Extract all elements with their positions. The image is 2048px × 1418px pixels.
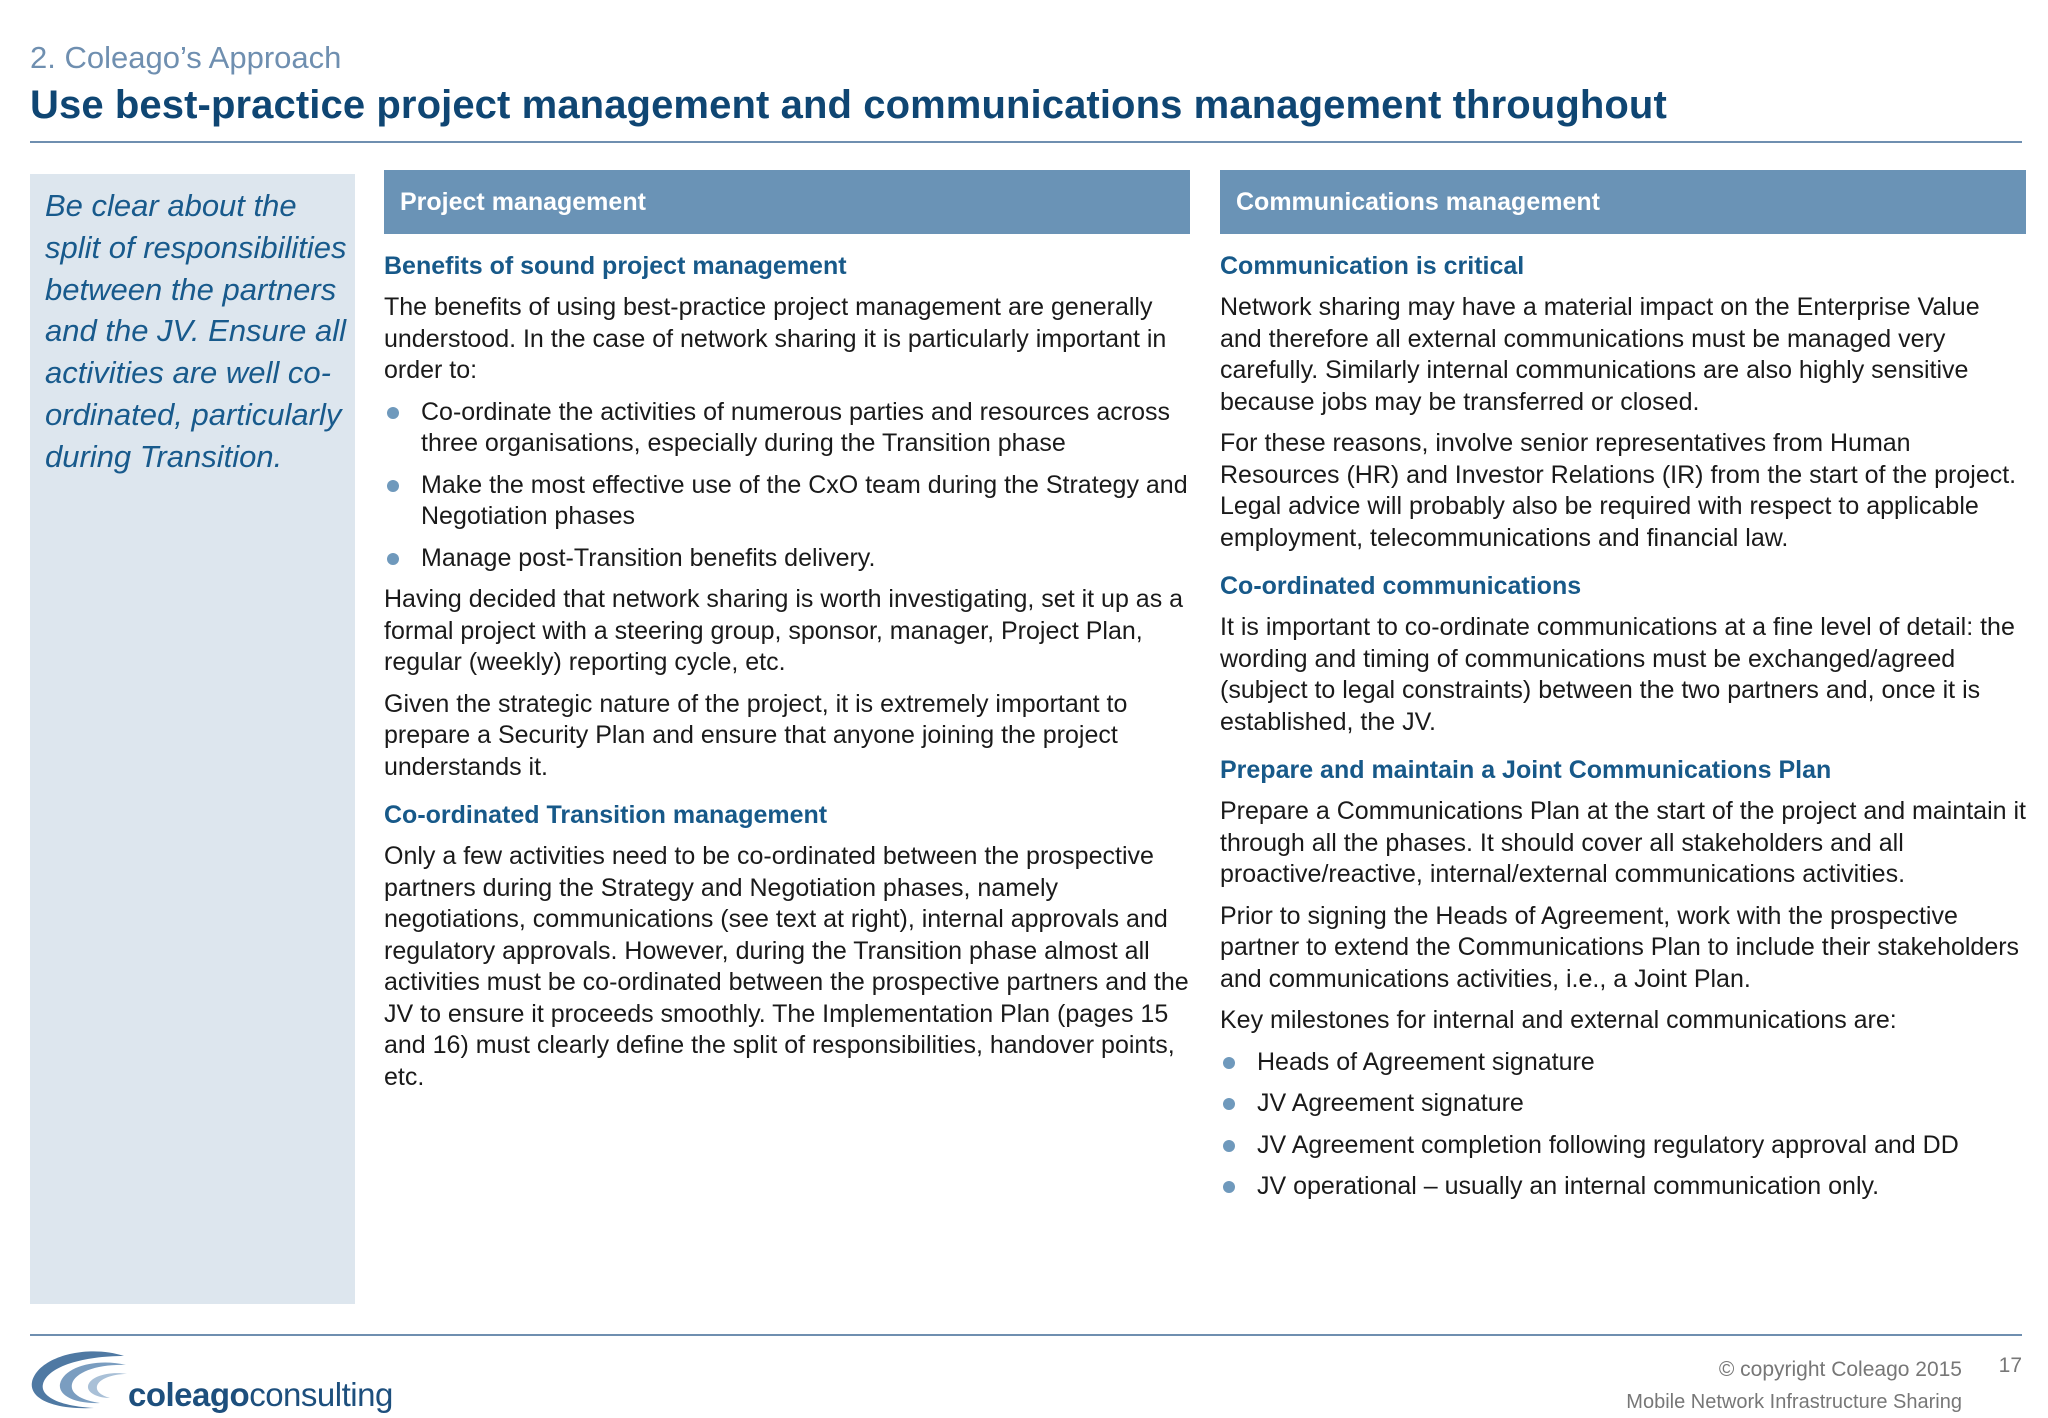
paragraph: Network sharing may have a material impact on the Enterprise Value and therefore all external communications must be managed very carefully. Similarly internal communications are also highly sensitive because jobs may be transferred or closed. [1220,293,1980,416]
logo-wordmark: coleagoconsulting [128,1376,393,1413]
bullet-list [1220,1047,2026,1203]
bullet-item: Manage post-Transition benefits delivery. [384,543,1190,575]
page-title: Use best-practice project management and communications management throughout [30,83,1667,127]
footer-divider [30,1334,2022,1336]
subhead-joint-plan: Prepare and maintain a Joint Communications Plan [1220,756,1832,784]
sidebar-callout [30,174,355,1304]
paragraph: Prior to signing the Heads of Agreement, work with the prospective partner to extend the Communications Plan to include their stakeholders and communications activities, i.e., a Joint Plan. [1220,901,2020,993]
bullet-item: Heads of Agreement signature [1220,1047,2026,1079]
paragraph: For these reasons, involve senior representatives from Human Resources (HR) and Investor Relations (IR) from the start of the project. Legal advice will probably also be required with respect to applicable employment, telecommunications and financial law. [1220,429,2017,552]
swoosh-icon [28,1346,138,1416]
title-divider [30,141,2022,143]
paragraph: It is important to co-ordinate communications at a fine level of detail: the wording and timing of communications must be exchanged/agreed (subject to legal constraints) between the two partners and, once it is established, the JV. [1220,613,2015,736]
subhead-transition: Co-ordinated Transition management [384,801,828,829]
communications-management-body [1220,234,2026,1203]
bullet-item: JV Agreement completion following regulatory approval and DD [1220,1130,2026,1162]
paragraph: Key milestones for internal and external communications are: [1220,1006,1897,1034]
paragraph: Given the strategic nature of the project, it is extremely important to prepare a Security Plan and ensure that anyone joining the project understands it. [384,689,1128,781]
coleago-logo [28,1346,393,1416]
paragraph: The benefits of using best-practice project management are generally understood. In the case of network sharing it is particularly important in order to: [384,293,1167,384]
paragraph: Only a few activities need to be co-ordinated between the prospective partners during the Strategy and Negotiation phases, namely negotiations, communications (see text at right), internal approvals and regulatory approvals. However, during the Transition phase almost all activities must be co-ordinated between the prospective partners and the JV to ensure it proceeds smoothly. The Implementation Plan (pages 15 and 16) must clearly define the split of responsibilities, handover points, etc. [384,842,1189,1091]
project-management-header: Project management [384,170,1190,234]
project-management-column [384,170,1190,1103]
subhead-critical: Communication is critical [1220,252,1525,280]
communications-management-header: Communications management [1220,170,2026,234]
sidebar-callout-text: Be clear about the split of responsibilities between the partners and the JV. Ensure all activities are well co-ordinated, particularly during Transition. [45,188,347,474]
project-management-body [384,234,1190,1093]
paragraph: Having decided that network sharing is worth investigating, set it up as a formal project with a steering group, sponsor, manager, Project Plan, regular (weekly) reporting cycle, etc. [384,585,1184,676]
page-number: 17 [1998,1354,2022,1377]
paragraph: Prepare a Communications Plan at the start of the project and maintain it through all the phases. It should cover all stakeholders and all proactive/reactive, internal/external communications activities. [1220,797,2026,888]
subhead-coordinated: Co-ordinated communications [1220,572,1582,600]
copyright-text: © copyright Coleago 2015 [1718,1358,1962,1381]
subhead-benefits: Benefits of sound project management [384,252,847,280]
document-title: Mobile Network Infrastructure Sharing [1626,1391,1962,1413]
bullet-list [384,397,1190,575]
bullet-item: JV Agreement signature [1220,1088,2026,1120]
section-label: 2. Coleago’s Approach [30,40,342,75]
bullet-item: Co-ordinate the activities of numerous parties and resources across three organisations, especially during the Transition phase [384,397,1190,460]
communications-management-column [1220,170,2026,1213]
bullet-item: JV operational – usually an internal communication only. [1220,1171,2026,1203]
bullet-item: Make the most effective use of the CxO team during the Strategy and Negotiation phases [384,470,1190,533]
